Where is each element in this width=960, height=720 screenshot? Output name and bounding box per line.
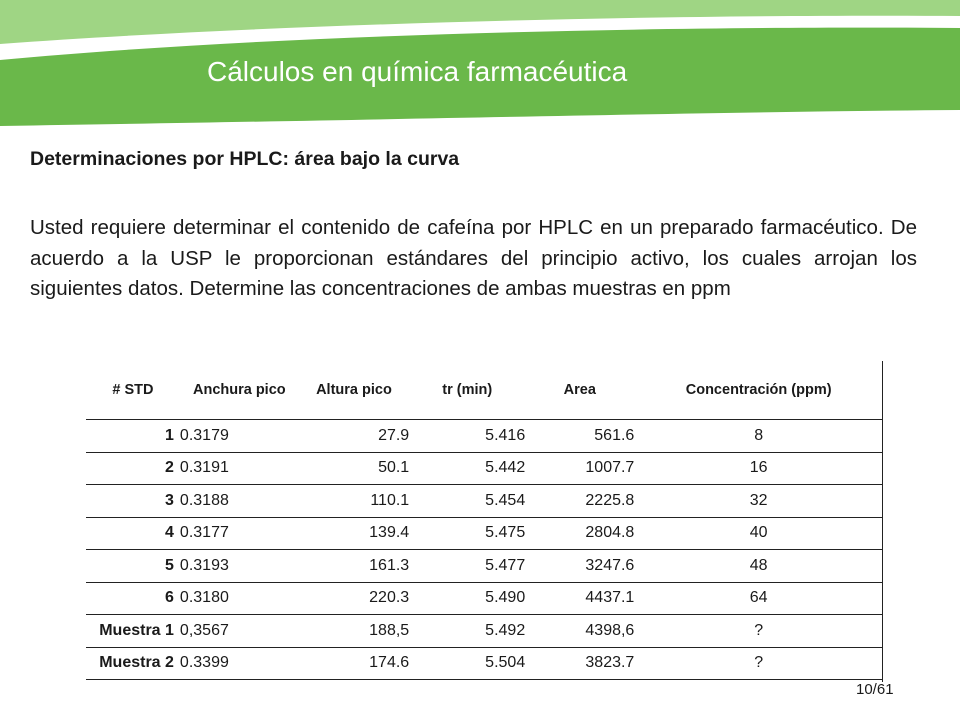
cell-retention-time: 5.454 bbox=[409, 485, 525, 518]
cell-concentration: 32 bbox=[634, 485, 883, 518]
table-row bbox=[86, 517, 883, 550]
cell-area: 4437.1 bbox=[525, 582, 634, 615]
table-row bbox=[86, 647, 883, 680]
slide-title: Cálculos en química farmacéutica bbox=[207, 56, 628, 87]
table-row bbox=[86, 550, 883, 583]
cell-std: 6 bbox=[86, 582, 180, 615]
cell-peak-width: 0.3399 bbox=[180, 647, 299, 680]
cell-peak-height: 188,5 bbox=[299, 615, 410, 648]
hplc-data-table bbox=[86, 361, 883, 680]
table-row bbox=[86, 582, 883, 615]
cell-retention-time: 5.475 bbox=[409, 517, 525, 550]
table-row bbox=[86, 485, 883, 518]
cell-peak-height: 139.4 bbox=[299, 517, 410, 550]
cell-area: 2804.8 bbox=[525, 517, 634, 550]
cell-area: 561.6 bbox=[525, 420, 634, 453]
cell-retention-time: 5.492 bbox=[409, 615, 525, 648]
cell-peak-width: 0.3177 bbox=[180, 517, 299, 550]
cell-concentration: 48 bbox=[634, 550, 883, 583]
cell-retention-time: 5.416 bbox=[409, 420, 525, 453]
cell-peak-height: 161.3 bbox=[299, 550, 410, 583]
cell-peak-height: 174.6 bbox=[299, 647, 410, 680]
page-number: 10/61 bbox=[856, 681, 894, 698]
cell-std: 4 bbox=[86, 517, 180, 550]
cell-area: 1007.7 bbox=[525, 452, 634, 485]
cell-peak-width: 0.3193 bbox=[180, 550, 299, 583]
cell-std: 5 bbox=[86, 550, 180, 583]
header-std: # STD bbox=[86, 361, 180, 420]
cell-peak-height: 50.1 bbox=[299, 452, 410, 485]
cell-area: 4398,6 bbox=[525, 615, 634, 648]
cell-std: 2 bbox=[86, 452, 180, 485]
cell-peak-width: 0.3180 bbox=[180, 582, 299, 615]
cell-peak-height: 110.1 bbox=[299, 485, 410, 518]
cell-peak-width: 0.3179 bbox=[180, 420, 299, 453]
cell-retention-time: 5.504 bbox=[409, 647, 525, 680]
header-retention-time: tr (min) bbox=[409, 361, 525, 420]
cell-std: Muestra 2 bbox=[86, 647, 180, 680]
cell-retention-time: 5.477 bbox=[409, 550, 525, 583]
cell-retention-time: 5.442 bbox=[409, 452, 525, 485]
cell-concentration: 16 bbox=[634, 452, 883, 485]
cell-std: 1 bbox=[86, 420, 180, 453]
table-row bbox=[86, 452, 883, 485]
cell-peak-height: 27.9 bbox=[299, 420, 410, 453]
table-right-border bbox=[882, 361, 883, 682]
table-row bbox=[86, 615, 883, 648]
table-row bbox=[86, 420, 883, 453]
cell-std: 3 bbox=[86, 485, 180, 518]
cell-concentration: ? bbox=[634, 615, 883, 648]
cell-concentration: 40 bbox=[634, 517, 883, 550]
header-peak-height: Altura pico bbox=[299, 361, 410, 420]
cell-peak-width: 0.3188 bbox=[180, 485, 299, 518]
cell-area: 2225.8 bbox=[525, 485, 634, 518]
cell-peak-height: 220.3 bbox=[299, 582, 410, 615]
cell-std: Muestra 1 bbox=[86, 615, 180, 648]
header-area: Area bbox=[525, 361, 634, 420]
header-concentration: Concentración (ppm) bbox=[634, 361, 883, 420]
cell-concentration: 8 bbox=[634, 420, 883, 453]
problem-statement: Usted requiere determinar el contenido de cafeína por HPLC en un preparado farmacéutico. De acuerdo a la USP le proporcionan estándares del principio activo, los cuales arrojan los siguientes datos. Determine las concentraciones de ambas muestras en ppm bbox=[30, 216, 917, 300]
slide-subtitle: Determinaciones por HPLC: área bajo la curva bbox=[30, 148, 460, 170]
cell-area: 3247.6 bbox=[525, 550, 634, 583]
header-peak-width: Anchura pico bbox=[180, 361, 299, 420]
cell-peak-width: 0,3567 bbox=[180, 615, 299, 648]
table-header-row bbox=[86, 361, 883, 420]
cell-peak-width: 0.3191 bbox=[180, 452, 299, 485]
cell-area: 3823.7 bbox=[525, 647, 634, 680]
cell-retention-time: 5.490 bbox=[409, 582, 525, 615]
cell-concentration: ? bbox=[634, 647, 883, 680]
cell-concentration: 64 bbox=[634, 582, 883, 615]
